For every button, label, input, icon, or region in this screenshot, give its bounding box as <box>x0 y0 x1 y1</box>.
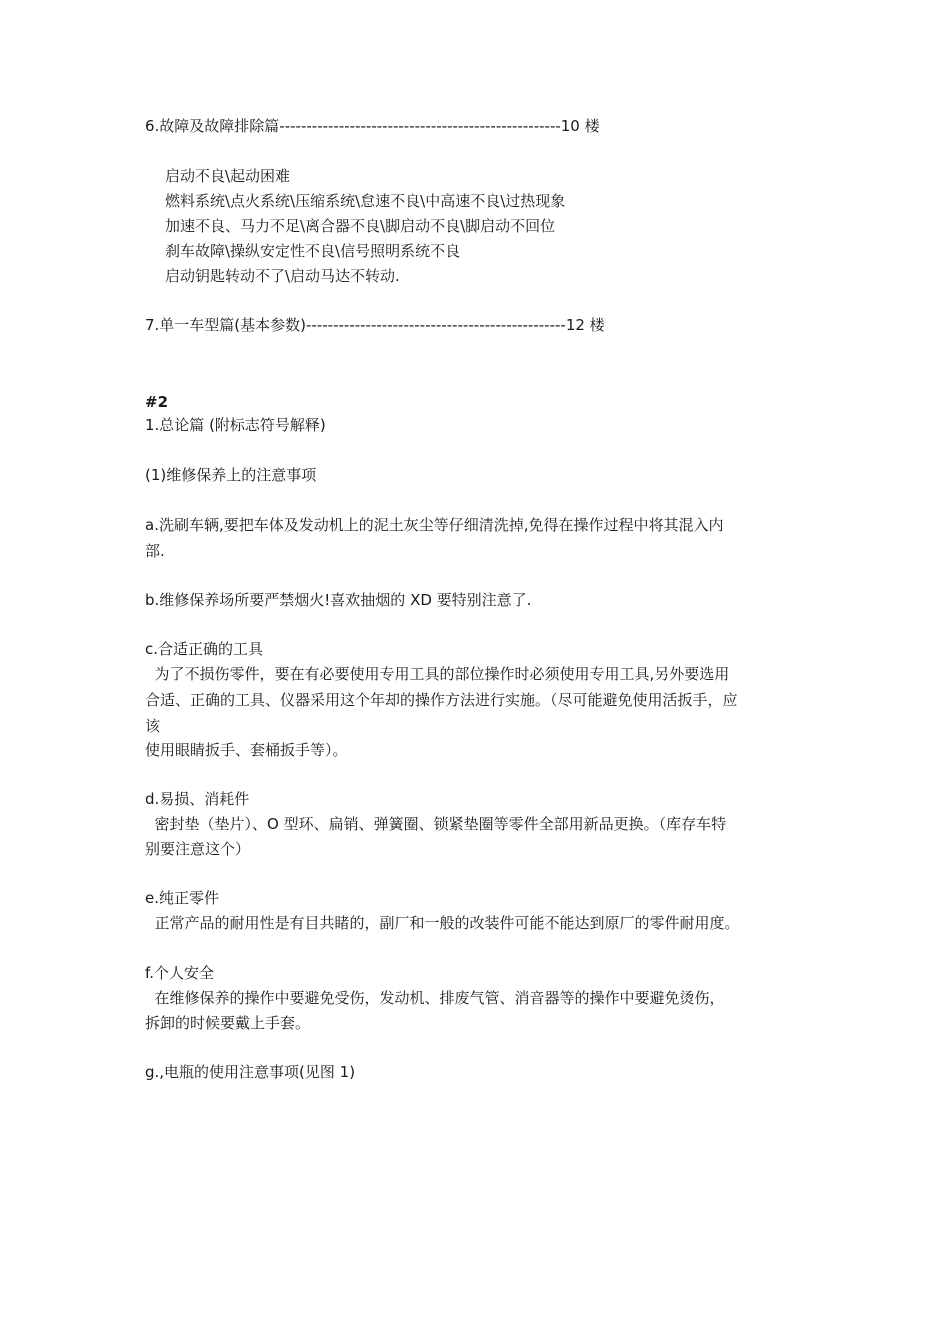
toc-item-7: 7.单一车型篇(基本参数)------------------------------------------------12 楼 <box>145 316 605 334</box>
item-c-line: 该 <box>145 717 161 735</box>
floor-number: #2 <box>145 393 169 411</box>
item-c-line: 使用眼睛扳手、套桶扳手等）。 <box>145 741 348 759</box>
item-b-line: b.维修保养场所要严禁烟火!喜欢抽烟的 XD 要特别注意了. <box>145 591 532 609</box>
item-f-line: 在维修保养的操作中要避免受伤，发动机、排废气管、消音器等的操作中要避免烫伤， <box>145 989 725 1007</box>
toc-item-6-sub: 启动钥匙转动不了\启动马达不转动. <box>165 267 400 285</box>
item-f-line: 拆卸的时候要戴上手套。 <box>145 1014 311 1032</box>
toc-item-6: 6.故障及故障排除篇----------------------------------------------------10 楼 <box>145 117 600 135</box>
item-f-heading: f.个人安全 <box>145 964 214 982</box>
item-d-line: 别要注意这个） <box>145 840 251 858</box>
item-d-line: 密封垫（垫片）、O 型环、扁销、弹簧圈、锁紧垫圈等零件全部用新品更换。（库存车特 <box>145 815 727 833</box>
item-a-line: a.洗刷车辆,要把车体及发动机上的泥土灰尘等仔细清洗掉,免得在操作过程中将其混入内 <box>145 516 724 534</box>
chapter-title: 1.总论篇 (附标志符号解释) <box>145 416 326 434</box>
item-d-heading: d.易损、消耗件 <box>145 790 250 808</box>
toc-item-6-sub: 燃料系统\点火系统\压缩系统\怠速不良\中高速不良\过热现象 <box>165 192 566 210</box>
toc-item-6-sub: 加速不良、马力不足\离合器不良\脚启动不良\脚启动不回位 <box>165 217 556 235</box>
item-c-heading: c.合适正确的工具 <box>145 640 264 658</box>
item-c-line: 为了不损伤零件，要在有必要使用专用工具的部位操作时必须使用专用工具,另外要选用 <box>145 665 730 683</box>
section-heading: (1)维修保养上的注意事项 <box>145 466 317 484</box>
toc-item-6-sub: 刹车故障\操纵安定性不良\信号照明系统不良 <box>165 242 461 260</box>
item-e-line: 正常产品的耐用性是有目共睹的，副厂和一般的改装件可能不能达到原厂的零件耐用度。 <box>145 914 740 932</box>
item-a-line: 部. <box>145 542 165 560</box>
item-g-line: g.,电瓶的使用注意事项(见图 1) <box>145 1063 356 1081</box>
item-c-line: 合适、正确的工具、仪器采用这个年却的操作方法进行实施。（尽可能避免使用活扳手，应 <box>145 691 738 709</box>
item-e-heading: e.纯正零件 <box>145 889 219 907</box>
toc-item-6-sub: 启动不良\起动困难 <box>165 167 291 185</box>
